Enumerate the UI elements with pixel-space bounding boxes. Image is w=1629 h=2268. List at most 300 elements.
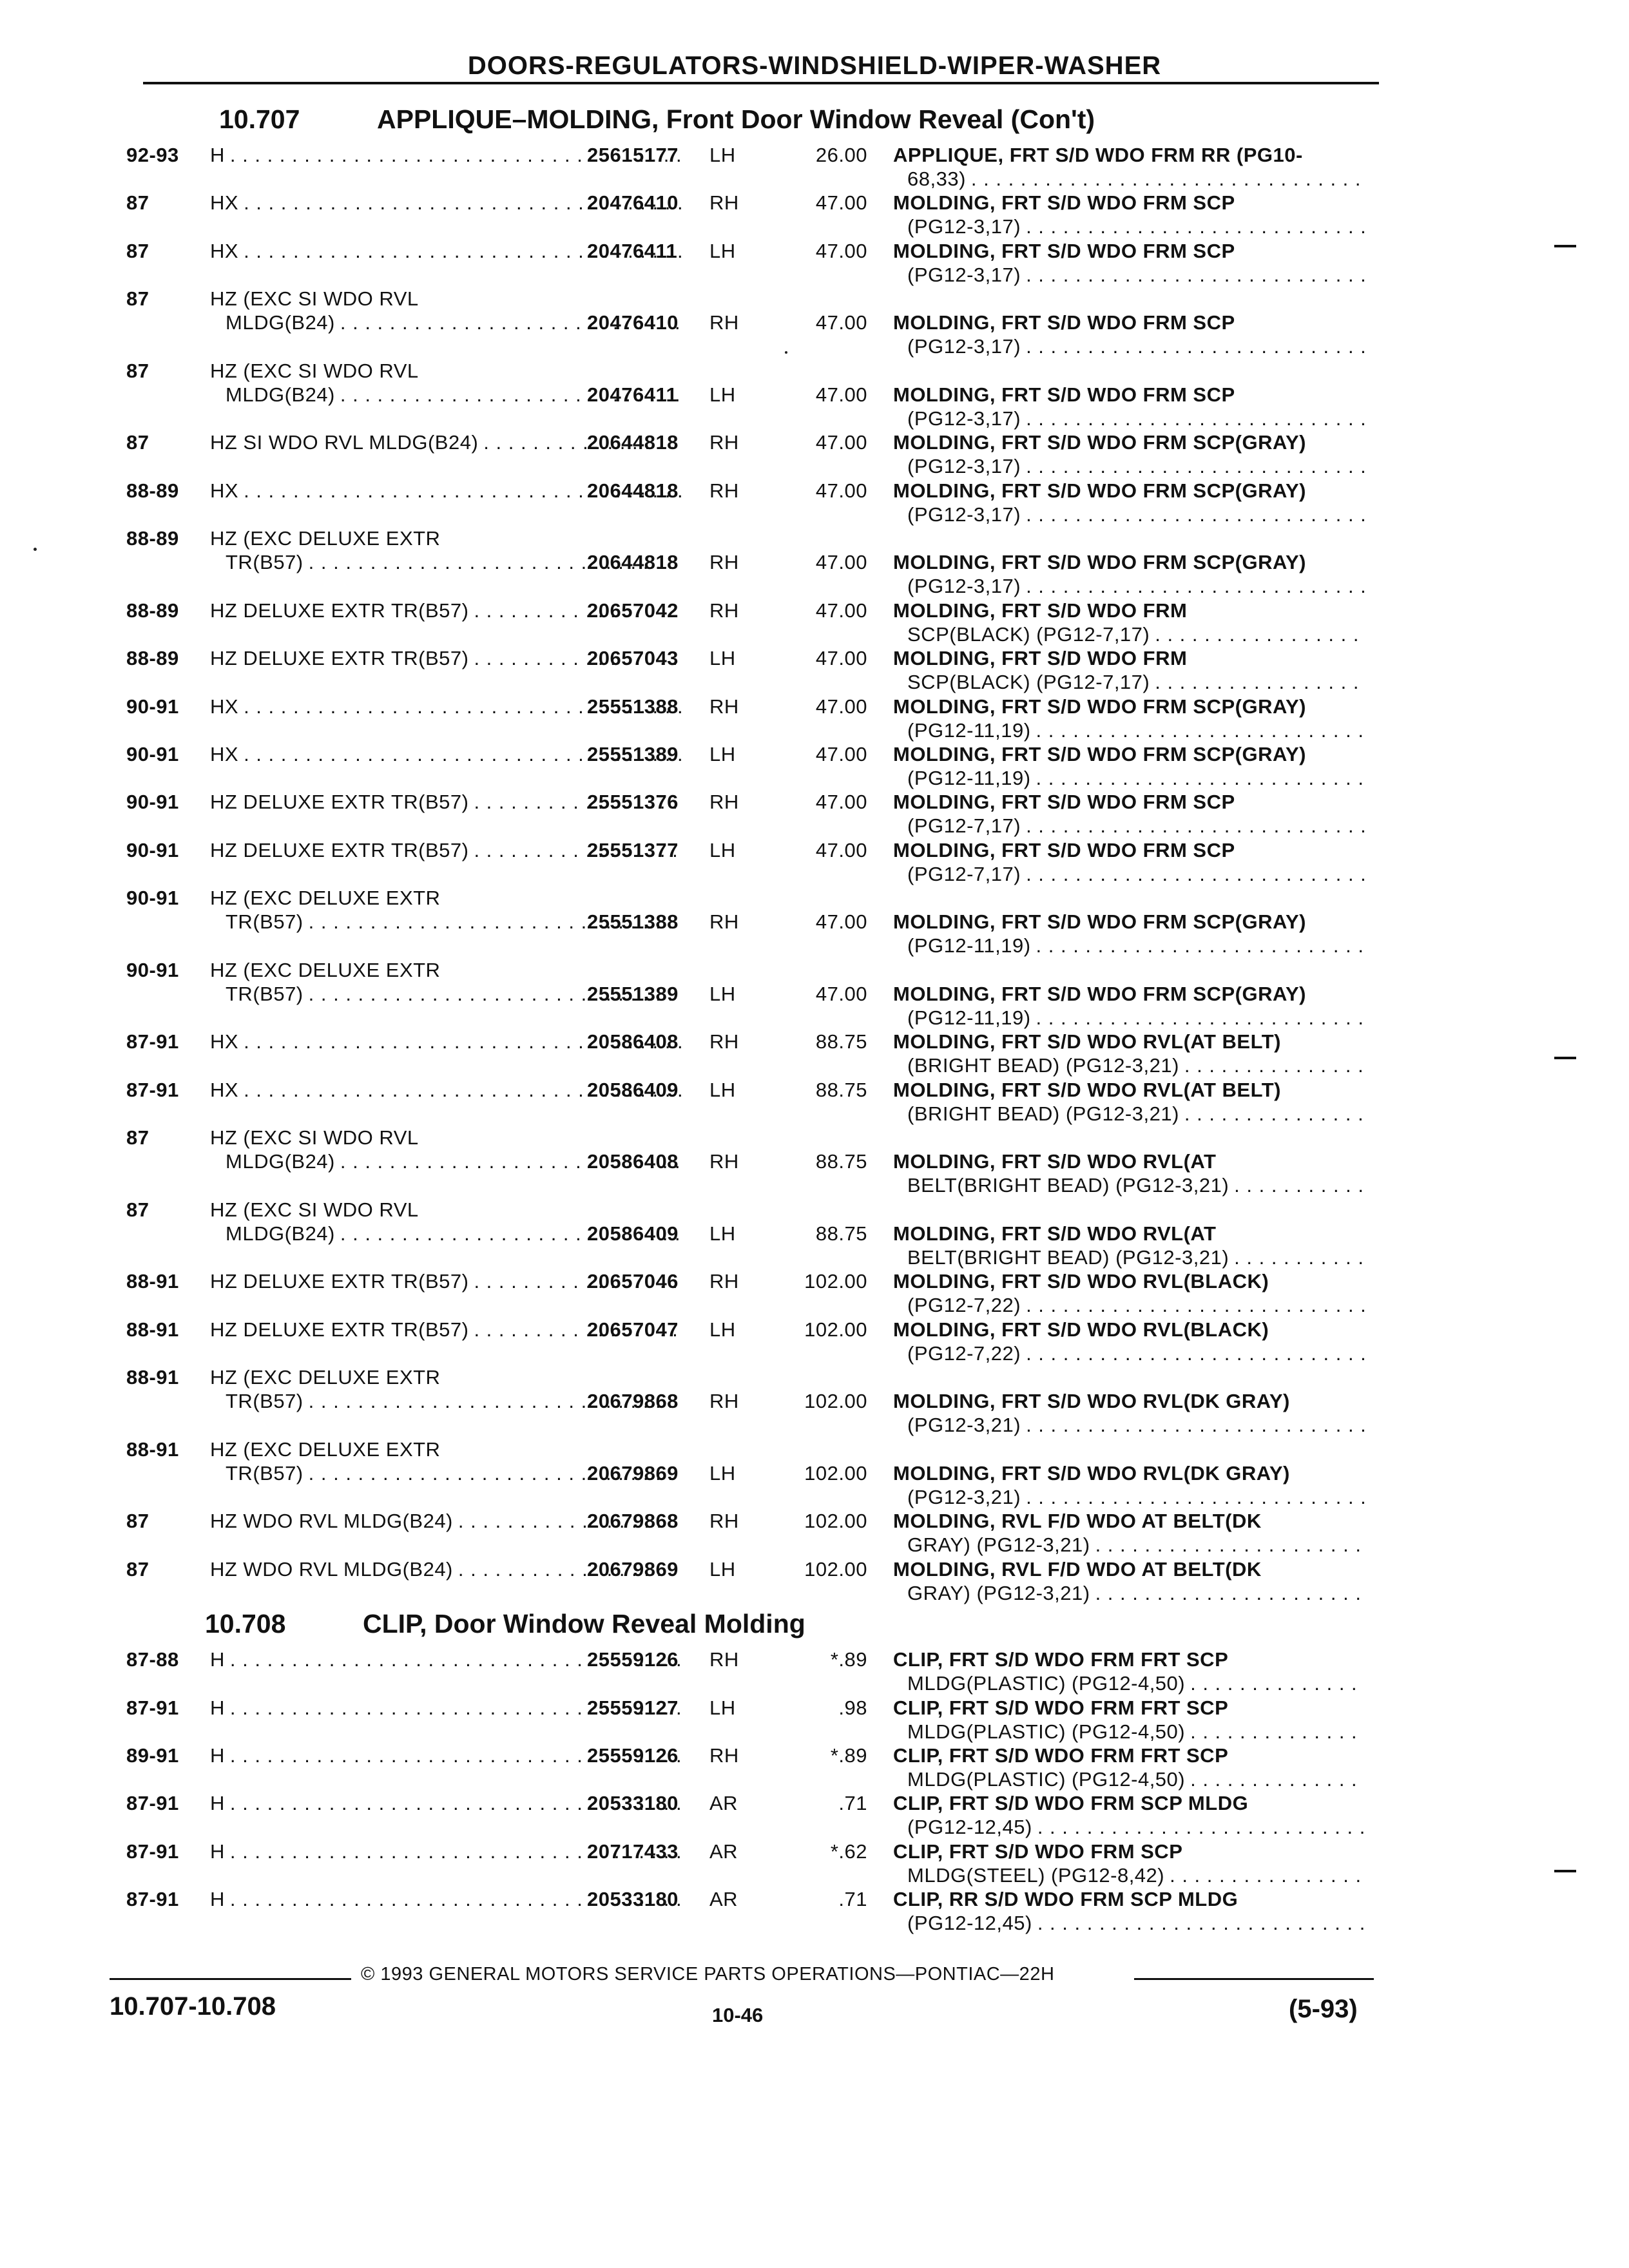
parts-row xyxy=(126,430,1383,478)
list-price: 47.00 xyxy=(815,383,867,406)
parts-row xyxy=(126,239,1383,287)
parts-row xyxy=(126,1269,1383,1317)
quantity-side: RH xyxy=(709,1030,739,1053)
part-name-text: CLIP, FRT S/D WDO FRM SCP xyxy=(893,1840,1183,1863)
part-name-text: (PG12-7,22) xyxy=(907,1341,1021,1365)
part-name-text: APPLIQUE, FRT S/D WDO FRM RR (PG10- xyxy=(893,144,1303,166)
model-years: 92-93 xyxy=(126,144,179,166)
quantity-side: LH xyxy=(709,1318,736,1341)
parts-row xyxy=(126,1318,1383,1365)
list-price: .98 xyxy=(838,1696,867,1719)
part-name-line xyxy=(893,1557,1370,1581)
part-name-text: MOLDING, FRT S/D WDO RVL(DK GRAY) xyxy=(893,1461,1290,1485)
part-name-line xyxy=(893,1720,1370,1744)
part-name-text: CLIP, RR S/D WDO FRM SCP MLDG xyxy=(893,1888,1239,1911)
part-name-text: SCP(BLACK) (PG12-7,17) xyxy=(907,622,1150,646)
part-name xyxy=(893,239,1370,287)
part-name-line xyxy=(893,599,1370,622)
description-text: HX xyxy=(210,695,239,718)
quantity-side: AR xyxy=(709,1888,738,1911)
part-name-line xyxy=(893,263,1370,287)
part-number: 20679869 xyxy=(587,1461,679,1485)
description-line xyxy=(210,359,687,383)
part-name xyxy=(893,695,1370,742)
part-name-line xyxy=(893,239,1370,263)
description-line xyxy=(210,886,687,910)
part-name-text: MLDG(PLASTIC) (PG12-4,50) xyxy=(907,1672,1186,1695)
description-text: HX xyxy=(210,479,239,502)
quantity-side: RH xyxy=(709,910,739,934)
part-name-text: CLIP, FRT S/D WDO FRM FRT SCP xyxy=(893,1744,1229,1767)
model-years: 90-91 xyxy=(126,838,179,861)
parts-row xyxy=(126,695,1383,742)
description-text: MLDG(B24) xyxy=(226,383,335,406)
description-text: HZ (EXC DELUXE EXTR xyxy=(210,1366,441,1389)
part-name-line xyxy=(893,1696,1370,1720)
description-text: H xyxy=(210,1792,225,1815)
part-name-line xyxy=(893,407,1370,430)
part-number: 20679869 xyxy=(587,1557,679,1581)
part-name-text: (PG12-3,17) xyxy=(907,455,1021,478)
part-name-line xyxy=(893,1767,1370,1791)
dot-leader xyxy=(1234,1245,1365,1269)
list-price: 47.00 xyxy=(815,910,867,934)
description-text: MLDG(B24) xyxy=(226,311,335,334)
part-name-text: MOLDING, FRT S/D WDO FRM xyxy=(893,647,1188,670)
list-price: 47.00 xyxy=(815,791,867,814)
footer-rule-right xyxy=(1134,1978,1374,1980)
margin-mark xyxy=(1554,245,1576,247)
model-years: 90-91 xyxy=(126,695,179,718)
part-number: 20476410 xyxy=(587,191,679,215)
dot-leader xyxy=(1026,407,1365,430)
section-title: CLIP, Door Window Reveal Molding xyxy=(363,1609,805,1639)
part-name xyxy=(893,479,1370,526)
part-name-text: 68,33) xyxy=(907,168,966,190)
part-name-line xyxy=(893,1006,1370,1030)
part-name-text: (PG12-11,19) xyxy=(907,767,1031,789)
part-name-line xyxy=(893,910,1370,934)
margin-mark xyxy=(1554,1057,1576,1059)
model-years: 88-89 xyxy=(126,479,179,502)
part-number: 20476410 xyxy=(587,311,679,334)
quantity-side: LH xyxy=(709,144,736,166)
quantity-side: LH xyxy=(709,1461,736,1485)
part-name xyxy=(893,1078,1370,1126)
description-line xyxy=(210,1365,687,1389)
description-text: H xyxy=(210,144,225,166)
part-name-line xyxy=(893,550,1370,574)
description-text: HX xyxy=(210,1078,239,1101)
quantity-side: RH xyxy=(709,1150,739,1173)
list-price: 47.00 xyxy=(815,431,867,454)
part-name-line xyxy=(893,1413,1370,1437)
part-name-text: (BRIGHT BEAD) (PG12-3,21) xyxy=(907,1102,1179,1125)
model-years: 87 xyxy=(126,359,149,382)
part-number: 20476411 xyxy=(587,383,678,406)
part-name-text: MOLDING, FRT S/D WDO RVL(BLACK) xyxy=(893,1318,1269,1341)
parts-row xyxy=(126,359,1383,430)
list-price: 47.00 xyxy=(815,647,867,670)
parts-row xyxy=(126,1126,1383,1197)
dot-leader xyxy=(1190,1671,1365,1695)
model-years: 88-91 xyxy=(126,1437,179,1461)
part-name-text: (BRIGHT BEAD) (PG12-3,21) xyxy=(907,1054,1179,1077)
part-name-line xyxy=(893,1222,1370,1245)
part-name-text: MOLDING, FRT S/D WDO FRM SCP(GRAY) xyxy=(893,982,1306,1005)
part-name-line xyxy=(893,934,1370,957)
quantity-side: LH xyxy=(709,383,736,406)
part-name-line xyxy=(893,1744,1370,1767)
part-number: 20717433 xyxy=(587,1840,679,1863)
part-name-text: (PG12-3,17) xyxy=(907,407,1021,430)
dot-leader xyxy=(1036,718,1365,742)
part-name-line xyxy=(893,1887,1370,1911)
dot-leader xyxy=(1155,622,1365,646)
model-years: 90-91 xyxy=(126,791,179,814)
part-name-text: (PG12-7,22) xyxy=(907,1294,1021,1317)
part-name xyxy=(893,982,1370,1030)
part-name-line xyxy=(893,215,1370,238)
part-name-line xyxy=(893,982,1370,1006)
model-years: 88-89 xyxy=(126,647,179,670)
description-text: HZ WDO RVL MLDG(B24) xyxy=(210,1510,453,1533)
description-text: HZ (EXC SI WDO RVL xyxy=(210,1126,419,1149)
description-text: HZ (EXC DELUXE EXTR xyxy=(210,887,441,910)
quantity-side: RH xyxy=(709,1648,739,1671)
part-name-text: (PG12-3,17) xyxy=(907,263,1021,286)
part-name-line xyxy=(893,503,1370,526)
part-number: 25615177 xyxy=(587,144,679,166)
description-text: TR(B57) xyxy=(226,1461,304,1485)
list-price: 88.75 xyxy=(815,1030,867,1053)
part-name xyxy=(893,1648,1370,1695)
dot-leader xyxy=(1036,1006,1365,1030)
part-name xyxy=(893,1509,1370,1557)
part-number: 25551376 xyxy=(587,791,679,814)
part-name-text: MLDG(PLASTIC) (PG12-4,50) xyxy=(907,1768,1186,1791)
part-number: 25559127 xyxy=(587,1696,679,1719)
part-name xyxy=(893,1318,1370,1365)
part-name-line xyxy=(893,479,1370,503)
quantity-side: LH xyxy=(709,1078,736,1101)
parts-row xyxy=(126,1030,1383,1077)
description-text: H xyxy=(210,1744,225,1767)
parts-row xyxy=(126,1840,1383,1887)
model-years: 88-89 xyxy=(126,599,179,622)
part-name-line xyxy=(893,383,1370,407)
part-name-text: (PG12-7,17) xyxy=(907,862,1021,885)
dot-leader xyxy=(1026,814,1365,838)
part-name-text: MOLDING, RVL F/D WDO AT BELT(DK xyxy=(893,1510,1262,1533)
part-name xyxy=(893,1149,1370,1197)
description-text: HZ DELUXE EXTR TR(B57) xyxy=(210,599,469,622)
parts-row xyxy=(126,646,1383,694)
part-name xyxy=(893,383,1370,430)
part-name-text: MOLDING, FRT S/D WDO RVL(AT xyxy=(893,1150,1217,1173)
part-name-line xyxy=(893,1840,1370,1863)
description-text: H xyxy=(210,1840,225,1863)
part-number: 20644818 xyxy=(587,551,679,574)
dot-leader xyxy=(1026,1485,1365,1509)
description-text: HZ (EXC SI WDO RVL xyxy=(210,359,419,382)
part-name-line xyxy=(893,814,1370,838)
model-years: 87 xyxy=(126,287,149,311)
quantity-side: RH xyxy=(709,191,739,215)
model-years: 87-91 xyxy=(126,1792,179,1815)
part-name-text: CLIP, FRT S/D WDO FRM SCP MLDG xyxy=(893,1792,1249,1815)
model-years: 87-91 xyxy=(126,1840,179,1863)
part-name-text: MOLDING, FRT S/D WDO RVL(AT BELT) xyxy=(893,1078,1281,1101)
part-name-line xyxy=(893,1293,1370,1317)
description-text: H xyxy=(210,1888,225,1911)
model-years: 87 xyxy=(126,191,149,215)
parts-row xyxy=(126,742,1383,790)
model-years: 87 xyxy=(126,1557,149,1581)
dot-leader xyxy=(1026,1293,1365,1317)
parts-row xyxy=(126,1648,1383,1695)
part-name-text: MOLDING, FRT S/D WDO FRM SCP(GRAY) xyxy=(893,910,1306,934)
quantity-side: LH xyxy=(709,647,736,670)
part-name-line xyxy=(893,191,1370,215)
parts-row xyxy=(126,1509,1383,1557)
model-years: 90-91 xyxy=(126,887,179,910)
part-name-line xyxy=(893,695,1370,718)
part-name-text: MOLDING, FRT S/D WDO FRM SCP xyxy=(893,383,1235,406)
part-name xyxy=(893,1557,1370,1605)
part-number: 20586408 xyxy=(587,1030,679,1053)
part-name-text: (PG12-11,19) xyxy=(907,934,1031,957)
part-number: 20586409 xyxy=(587,1078,679,1101)
part-name-line xyxy=(893,1648,1370,1671)
parts-row xyxy=(126,1791,1383,1839)
section-heading xyxy=(205,1609,805,1639)
part-name-text: (PG12-3,21) xyxy=(907,1485,1021,1508)
list-price: 102.00 xyxy=(804,1557,867,1581)
description-line xyxy=(210,287,687,311)
part-name-text: MOLDING, FRT S/D WDO FRM SCP(GRAY) xyxy=(893,479,1306,502)
section-title: APPLIQUE–MOLDING, Front Door Window Reveal (Con't) xyxy=(377,104,1095,134)
part-name-text: MOLDING, FRT S/D WDO RVL(AT xyxy=(893,1222,1217,1245)
dot-leader xyxy=(1026,263,1365,287)
description-text: HZ SI WDO RVL MLDG(B24) xyxy=(210,431,479,454)
quantity-side: LH xyxy=(709,1696,736,1719)
list-price: *.89 xyxy=(830,1744,867,1767)
dot-leader xyxy=(1026,1413,1365,1437)
list-price: .71 xyxy=(838,1888,867,1911)
dot-leader xyxy=(1190,1767,1365,1791)
dot-leader xyxy=(1026,1341,1365,1365)
footer-page-number: 10-46 xyxy=(712,2004,764,2026)
description-text: HZ DELUXE EXTR TR(B57) xyxy=(210,1270,469,1293)
parts-row xyxy=(126,1557,1383,1605)
quantity-side: RH xyxy=(709,551,739,574)
part-number: 20533180 xyxy=(587,1888,679,1911)
list-price: 47.00 xyxy=(815,311,867,334)
part-name-line xyxy=(893,1461,1370,1485)
part-name-line xyxy=(893,670,1370,694)
part-name xyxy=(893,790,1370,838)
description-text: HZ (EXC DELUXE EXTR xyxy=(210,958,441,981)
quantity-side: RH xyxy=(709,695,739,718)
part-name-line xyxy=(893,1671,1370,1695)
part-name-line xyxy=(893,622,1370,646)
part-name xyxy=(893,1222,1370,1269)
dot-leader xyxy=(1190,1720,1365,1744)
description-text: HZ (EXC DELUXE EXTR xyxy=(210,527,441,550)
section-number: 10.708 xyxy=(205,1609,286,1639)
part-name xyxy=(893,1030,1370,1077)
part-name-text: GRAY) (PG12-3,21) xyxy=(907,1533,1090,1557)
parts-row xyxy=(126,1198,1383,1269)
parts-row xyxy=(126,1365,1383,1437)
scan-speck xyxy=(785,351,787,354)
list-price: 47.00 xyxy=(815,551,867,574)
part-name-line xyxy=(893,1533,1370,1557)
dot-leader xyxy=(1184,1102,1365,1126)
part-name xyxy=(893,599,1370,646)
part-name-text: GRAY) (PG12-3,21) xyxy=(907,1581,1090,1604)
dot-leader xyxy=(1184,1053,1365,1077)
quantity-side: LH xyxy=(709,982,736,1005)
part-number: 20657042 xyxy=(587,599,679,622)
part-name xyxy=(893,191,1370,238)
list-price: .71 xyxy=(838,1792,867,1815)
part-name-text: BELT(BRIGHT BEAD) (PG12-3,21) xyxy=(907,1174,1229,1197)
part-name-line xyxy=(893,862,1370,886)
dot-leader xyxy=(1234,1173,1365,1197)
part-number: 20533180 xyxy=(587,1792,679,1815)
list-price: 26.00 xyxy=(815,144,867,166)
model-years: 90-91 xyxy=(126,743,179,765)
dot-leader xyxy=(971,167,1365,191)
part-name-text: MOLDING, FRT S/D WDO FRM SCP(GRAY) xyxy=(893,695,1306,718)
part-name-text: SCP(BLACK) (PG12-7,17) xyxy=(907,671,1150,694)
model-years: 88-91 xyxy=(126,1366,179,1389)
footer-section-range: 10.707-10.708 xyxy=(110,1992,276,2021)
part-name-line xyxy=(893,646,1370,670)
part-name-text: BELT(BRIGHT BEAD) (PG12-3,21) xyxy=(907,1245,1229,1269)
dot-leader xyxy=(1095,1581,1365,1605)
part-name-line xyxy=(893,574,1370,598)
part-name-text: MLDG(STEEL) (PG12-8,42) xyxy=(907,1863,1165,1887)
part-name-line xyxy=(893,742,1370,766)
part-name-line xyxy=(893,430,1370,454)
dot-leader xyxy=(1026,574,1365,598)
list-price: 47.00 xyxy=(815,599,867,622)
part-name-line xyxy=(893,1911,1370,1935)
part-name xyxy=(893,1840,1370,1887)
part-name-line xyxy=(893,1102,1370,1126)
part-name-text: (PG12-3,21) xyxy=(907,1414,1021,1437)
part-name-line xyxy=(893,1815,1370,1839)
part-name-line xyxy=(893,1030,1370,1053)
model-years: 88-91 xyxy=(126,1318,179,1341)
quantity-side: RH xyxy=(709,311,739,334)
part-name-text: CLIP, FRT S/D WDO FRM FRT SCP xyxy=(893,1696,1229,1719)
description-text: TR(B57) xyxy=(226,551,304,574)
part-number: 25559126 xyxy=(587,1648,679,1671)
dot-leader xyxy=(1026,862,1365,886)
description-text: HZ DELUXE EXTR TR(B57) xyxy=(210,647,469,670)
quantity-side: RH xyxy=(709,1510,739,1533)
part-name-text: (PG12-12,45) xyxy=(907,1816,1032,1839)
part-name-line xyxy=(893,790,1370,814)
part-name-text: MOLDING, FRT S/D WDO FRM SCP xyxy=(893,791,1235,814)
part-name-line xyxy=(893,454,1370,478)
part-name-text: MOLDING, FRT S/D WDO FRM SCP xyxy=(893,239,1235,262)
part-name-text: CLIP, FRT S/D WDO FRM FRT SCP xyxy=(893,1648,1229,1671)
description-text: HZ DELUXE EXTR TR(B57) xyxy=(210,791,469,814)
part-name-line xyxy=(893,1245,1370,1269)
model-years: 87 xyxy=(126,1198,149,1221)
quantity-side: LH xyxy=(709,1222,736,1245)
quantity-side: RH xyxy=(709,791,739,814)
dot-leader xyxy=(1095,1533,1365,1557)
part-name-line xyxy=(893,167,1370,191)
parts-row xyxy=(126,790,1383,838)
part-name-text: MOLDING, FRT S/D WDO FRM SCP(GRAY) xyxy=(893,431,1306,454)
footer-copyright: © 1993 GENERAL MOTORS SERVICE PARTS OPERATIONS—PONTIAC—22H xyxy=(361,1964,1055,1984)
part-name xyxy=(893,910,1370,957)
description-text: HZ WDO RVL MLDG(B24) xyxy=(210,1557,453,1581)
model-years: 87 xyxy=(126,239,149,262)
part-name-line xyxy=(893,718,1370,742)
list-price: 47.00 xyxy=(815,695,867,718)
part-name-line xyxy=(893,1173,1370,1197)
list-price: 47.00 xyxy=(815,239,867,262)
parts-row xyxy=(126,143,1383,191)
part-name-text: (PG12-7,17) xyxy=(907,814,1021,838)
quantity-side: RH xyxy=(709,1744,739,1767)
model-years: 87-91 xyxy=(126,1888,179,1911)
description-text: HZ DELUXE EXTR TR(B57) xyxy=(210,838,469,861)
model-years: 87 xyxy=(126,1126,149,1149)
part-number: 25551388 xyxy=(587,695,679,718)
part-name-text: MOLDING, FRT S/D WDO FRM SCP xyxy=(893,838,1235,861)
part-name-text: MOLDING, FRT S/D WDO FRM SCP xyxy=(893,191,1235,215)
part-name xyxy=(893,1696,1370,1744)
part-name-line xyxy=(893,1581,1370,1605)
footer-rule-left xyxy=(110,1978,351,1980)
quantity-side: RH xyxy=(709,599,739,622)
part-name-text: MOLDING, FRT S/D WDO FRM SCP(GRAY) xyxy=(893,743,1306,765)
part-name-text: MOLDING, FRT S/D WDO RVL(AT BELT) xyxy=(893,1030,1281,1053)
footer-date: (5-93) xyxy=(1289,1995,1358,2023)
description-text: HX xyxy=(210,743,239,765)
part-name xyxy=(893,1744,1370,1791)
description-line xyxy=(210,958,687,982)
page-header-title: DOORS-REGULATORS-WINDSHIELD-WIPER-WASHER xyxy=(467,52,1162,80)
description-text: TR(B57) xyxy=(226,982,304,1005)
parts-row xyxy=(126,479,1383,526)
part-name-text: MOLDING, FRT S/D WDO RVL(BLACK) xyxy=(893,1270,1269,1293)
part-number: 25559126 xyxy=(587,1744,679,1767)
part-name-line xyxy=(893,766,1370,790)
parts-row xyxy=(126,1696,1383,1744)
list-price: 102.00 xyxy=(804,1461,867,1485)
part-name-line xyxy=(893,143,1370,167)
margin-mark xyxy=(1554,1870,1576,1872)
quantity-side: AR xyxy=(709,1792,738,1815)
part-number: 25551389 xyxy=(587,982,679,1005)
quantity-side: RH xyxy=(709,479,739,502)
part-number: 25551377 xyxy=(587,838,679,861)
part-name-text: (PG12-11,19) xyxy=(907,718,1031,742)
model-years: 87-91 xyxy=(126,1078,179,1101)
description-text: H xyxy=(210,1648,225,1671)
part-number: 20586409 xyxy=(587,1222,679,1245)
